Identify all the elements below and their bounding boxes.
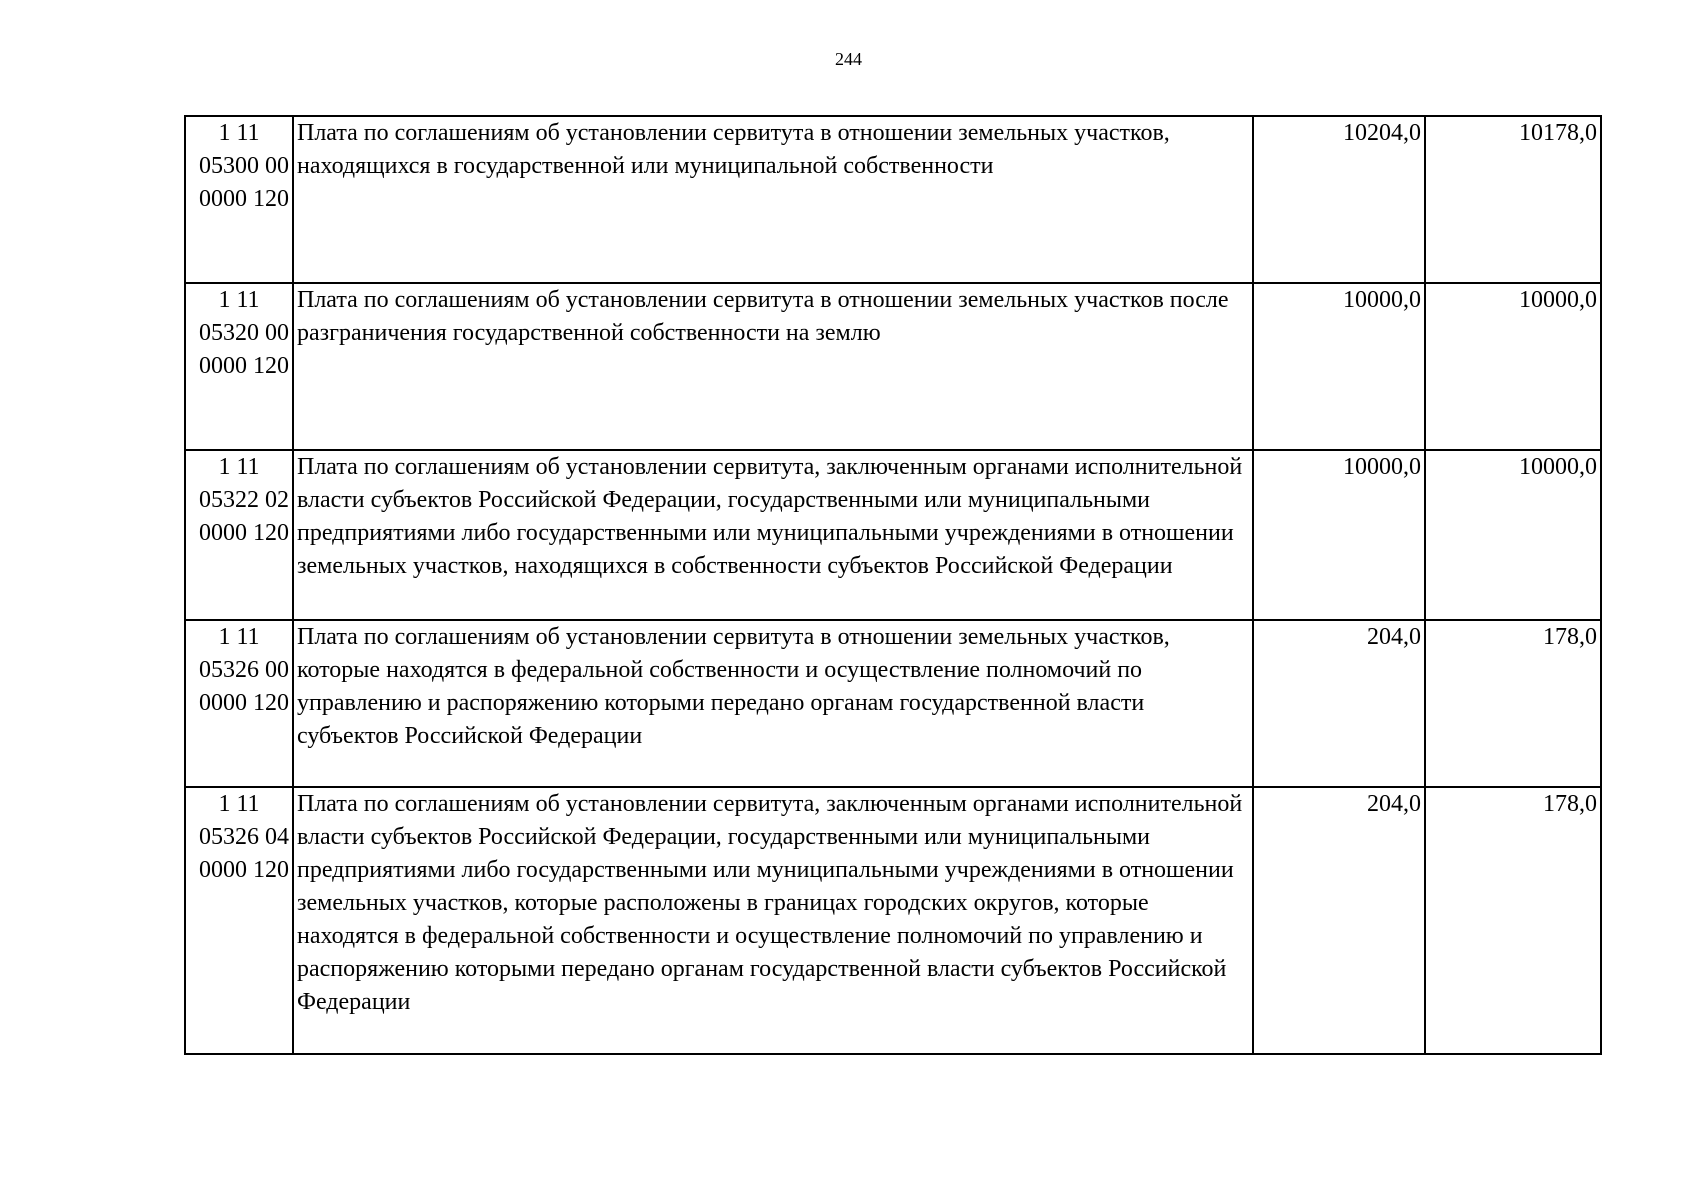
budget-code-line: 0000 120 — [199, 353, 289, 379]
budget-code-line: 0000 120 — [199, 690, 289, 716]
value-2-cell: 10000,0 — [1425, 450, 1601, 620]
value-2-cell: 178,0 — [1425, 787, 1601, 1054]
budget-code-line: 05322 02 — [199, 487, 289, 513]
budget-code-line: 1 11 — [218, 454, 260, 480]
budget-code-line: 0000 120 — [199, 520, 289, 546]
revenue-name-cell: Плата по соглашениям об установлении сервитута, заключенным органами исполнительной власти субъектов Российской Федерации, государственными или муниципальными предприятиями либо государственными или муниципальными учреждениями в отношении земельных участков, которые расположены в границах городских округов, которые находятся в федеральной собственности и осуществление полномочий по управлению и распоряжению которыми передано органам государственной власти субъектов Российской Федерации — [293, 787, 1253, 1054]
budget-code-cell — [185, 787, 293, 1054]
revenue-name-cell: Плата по соглашениям об установлении сервитута в отношении земельных участков после разграничения государственной собственности на землю — [293, 283, 1253, 450]
budget-code-line: 1 11 — [218, 791, 260, 817]
budget-code-line: 1 11 — [218, 120, 260, 146]
budget-code-cell — [185, 283, 293, 450]
budget-code-line: 1 11 — [218, 287, 260, 313]
page-number: 244 — [835, 49, 862, 69]
revenue-name-cell: Плата по соглашениям об установлении сервитута в отношении земельных участков, находящихся в государственной или муниципальной собственности — [293, 116, 1253, 283]
revenue-table — [184, 115, 1602, 1055]
value-1-cell: 10000,0 — [1253, 283, 1425, 450]
revenue-name-cell: Плата по соглашениям об установлении сервитута в отношении земельных участков, которые находятся в федеральной собственности и осуществление полномочий по управлению и распоряжению которыми передано органам государственной власти субъектов Российской Федерации — [293, 620, 1253, 787]
value-2-cell: 178,0 — [1425, 620, 1601, 787]
revenue-name-cell: Плата по соглашениям об установлении сервитута, заключенным органами исполнительной власти субъектов Российской Федерации, государственными или муниципальными предприятиями либо государственными или муниципальными учреждениями в отношении земельных участков, находящихся в собственности субъектов Российской Федерации — [293, 450, 1253, 620]
value-1-cell: 10204,0 — [1253, 116, 1425, 283]
budget-code-line: 05326 00 — [199, 657, 289, 683]
budget-code-line: 05320 00 — [199, 320, 289, 346]
table-row — [185, 450, 1601, 620]
budget-code-line: 0000 120 — [199, 186, 289, 212]
table-row — [185, 283, 1601, 450]
budget-code-line: 05326 04 — [199, 824, 289, 850]
table-row — [185, 620, 1601, 787]
budget-code-cell — [185, 450, 293, 620]
table-row — [185, 787, 1601, 1054]
value-2-cell: 10178,0 — [1425, 116, 1601, 283]
budget-code-line: 0000 120 — [199, 857, 289, 883]
budget-code-line: 1 11 — [218, 624, 260, 650]
value-1-cell: 204,0 — [1253, 787, 1425, 1054]
value-1-cell: 10000,0 — [1253, 450, 1425, 620]
value-1-cell: 204,0 — [1253, 620, 1425, 787]
value-2-cell: 10000,0 — [1425, 283, 1601, 450]
budget-code-cell — [185, 116, 293, 283]
budget-code-cell — [185, 620, 293, 787]
table-row — [185, 116, 1601, 283]
budget-code-line: 05300 00 — [199, 153, 289, 179]
